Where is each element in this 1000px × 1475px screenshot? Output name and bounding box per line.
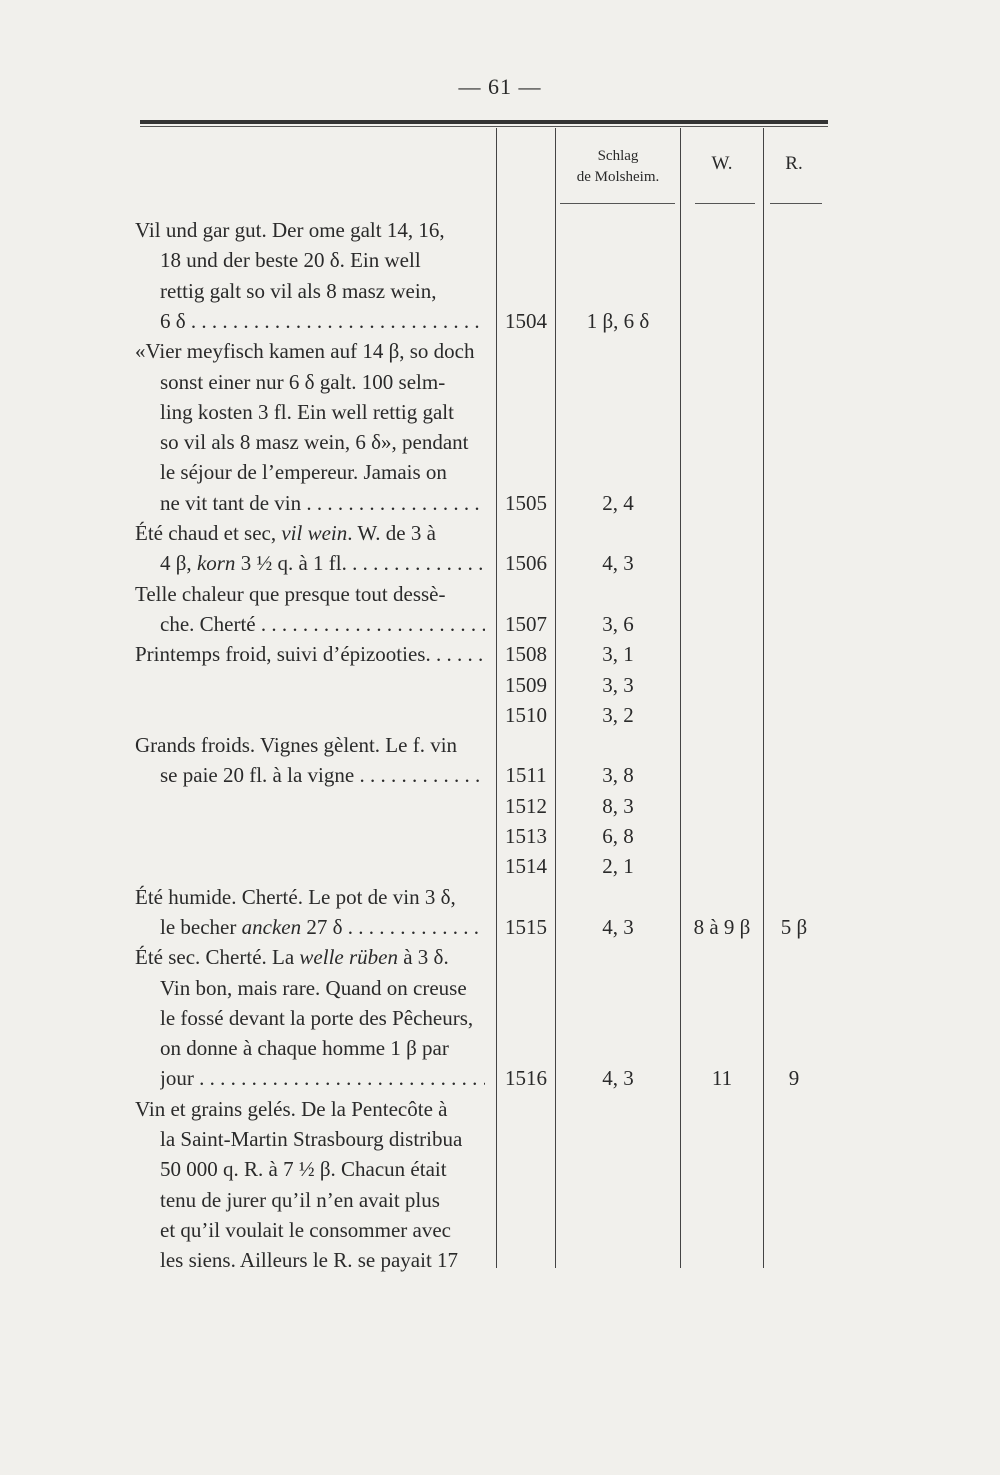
year-cell: 1514 <box>505 854 547 879</box>
table-row <box>0 1033 1000 1063</box>
schlag-column-header <box>556 146 680 188</box>
w-cell: 11 <box>711 1066 733 1091</box>
table-row <box>0 821 1000 851</box>
row-text: Vin et grains gelés. De la Pentecôte à <box>135 1096 448 1121</box>
table-row <box>0 427 1000 457</box>
year-cell: 1510 <box>505 702 547 727</box>
row-text: Printemps froid, suivi d’épizooties. . . . <box>135 639 485 669</box>
table-row <box>0 639 1000 669</box>
r-header-underline <box>770 203 822 204</box>
row-text: «Vier meyfisch kamen auf 14 β, so doch <box>135 339 475 364</box>
table-row <box>0 245 1000 275</box>
schlag-cell: 8, 3 <box>602 793 634 818</box>
row-text: se paie 20 fl. à la vigne . . . <box>160 760 485 790</box>
schlag-cell: 1 β, 6 δ <box>586 308 650 333</box>
year-cell: 1516 <box>505 1066 547 1091</box>
schlag-cell: 6, 8 <box>602 824 634 848</box>
row-text: Vil und gar gut. Der ome galt 14, 16, <box>135 218 445 242</box>
table-row <box>0 1063 1000 1093</box>
table-row <box>0 457 1000 487</box>
row-text: rettig galt so vil als 8 masz wein, <box>160 278 437 303</box>
table-row <box>0 760 1000 790</box>
table-row <box>0 548 1000 578</box>
row-text: Telle chaleur que presque tout dessè- <box>135 581 446 606</box>
table-row <box>0 609 1000 639</box>
row-text: les siens. Ailleurs le R. se payait 17 <box>160 1248 459 1273</box>
header-rule-thin <box>140 126 828 127</box>
table-row <box>0 518 1000 548</box>
table-row <box>0 973 1000 1003</box>
year-cell: 1507 <box>505 611 547 636</box>
year-cell: 1505 <box>505 490 547 515</box>
row-text: tenu de jurer qu’il n’en avait plus <box>160 1187 440 1212</box>
w-column-header: W. <box>711 153 733 174</box>
table-row <box>0 942 1000 972</box>
row-text: 4 β, korn 3 ½ q. à 1 fl. . . . <box>160 548 485 578</box>
schlag-header-line2: de Molsheim. <box>576 169 660 185</box>
table-row <box>0 367 1000 397</box>
row-text: ne vit tant de vin . . . <box>160 488 485 518</box>
schlag-header-line1: Schlag <box>597 148 639 164</box>
table-row <box>0 1185 1000 1215</box>
table-row <box>0 579 1000 609</box>
table-row <box>0 791 1000 821</box>
row-text: 50 000 q. R. à 7 ½ β. Chacun était <box>160 1157 447 1182</box>
table-row <box>0 276 1000 306</box>
schlag-cell: 3, 6 <box>602 611 634 636</box>
r-column-header: R. <box>785 153 803 174</box>
row-text: Été sec. Cherté. La welle rüben à 3 δ. <box>135 945 449 970</box>
row-text: Été humide. Cherté. Le pot de vin 3 δ, <box>135 884 456 909</box>
row-text: sonst einer nur 6 δ galt. 100 selm- <box>160 369 446 394</box>
table-row <box>0 1215 1000 1245</box>
year-cell: 1508 <box>505 642 547 667</box>
schlag-cell: 3, 8 <box>602 763 634 788</box>
row-text: le becher ancken 27 δ . . . <box>160 912 485 942</box>
schlag-cell: 2, 1 <box>602 854 634 879</box>
year-cell: 1509 <box>505 672 547 697</box>
year-cell: 1504 <box>505 308 547 333</box>
schlag-cell: 3, 3 <box>602 672 634 697</box>
w-cell: 8 à 9 β <box>693 914 751 939</box>
year-cell: 1515 <box>505 914 547 939</box>
schlag-cell: 3, 2 <box>602 702 634 727</box>
table-row <box>0 700 1000 730</box>
row-text: et qu’il voulait le consommer avec <box>160 1217 451 1242</box>
schlag-cell: 4, 3 <box>602 914 634 939</box>
table-row <box>0 1094 1000 1124</box>
schlag-cell: 3, 1 <box>602 642 634 667</box>
row-text: Vin bon, mais rare. Quand on creuse <box>160 975 467 1000</box>
table-row <box>0 851 1000 881</box>
row-text: Été chaud et sec, vil wein. W. de 3 à <box>135 521 436 545</box>
year-cell: 1512 <box>505 793 547 818</box>
table-row <box>0 1245 1000 1275</box>
table-row <box>0 215 1000 245</box>
table-row <box>0 306 1000 336</box>
table-row <box>0 1124 1000 1154</box>
row-text: Grands froids. Vignes gèlent. Le f. vin <box>135 733 458 758</box>
year-cell: 1513 <box>505 824 547 848</box>
w-header-underline <box>695 203 755 204</box>
schlag-cell: 4, 3 <box>602 551 634 576</box>
row-text: so vil als 8 masz wein, 6 δ», pendant <box>160 430 469 455</box>
header-rule-thick <box>140 120 828 124</box>
table-row <box>0 730 1000 760</box>
row-text: jour . . . <box>160 1063 485 1093</box>
schlag-header-underline <box>560 203 675 204</box>
page-number: — 61 — <box>458 74 542 99</box>
table-row <box>0 488 1000 518</box>
table-row <box>0 1003 1000 1033</box>
row-text: le fossé devant la porte des Pêcheurs, <box>160 1005 474 1030</box>
schlag-cell: 2, 4 <box>602 490 634 515</box>
row-text: 18 und der beste 20 δ. Ein well <box>160 248 421 273</box>
row-text: on donne à chaque homme 1 β par <box>160 1036 449 1061</box>
row-text: la Saint-Martin Strasbourg distribua <box>160 1127 463 1151</box>
r-cell: 9 <box>788 1066 800 1091</box>
table-row <box>0 882 1000 912</box>
row-text: ling kosten 3 fl. Ein well rettig galt <box>160 399 454 424</box>
year-cell: 1506 <box>505 551 547 576</box>
r-cell: 5 β <box>780 914 808 939</box>
schlag-cell: 4, 3 <box>602 1066 634 1091</box>
table-row <box>0 336 1000 366</box>
year-cell: 1511 <box>505 763 547 788</box>
table-row <box>0 1154 1000 1184</box>
table-row <box>0 912 1000 942</box>
table-row <box>0 397 1000 427</box>
table-row <box>0 670 1000 700</box>
row-text: 6 δ . . . <box>160 306 485 336</box>
row-text: le séjour de l’empereur. Jamais on <box>160 460 447 485</box>
row-text: che. Cherté . . . <box>160 609 485 639</box>
